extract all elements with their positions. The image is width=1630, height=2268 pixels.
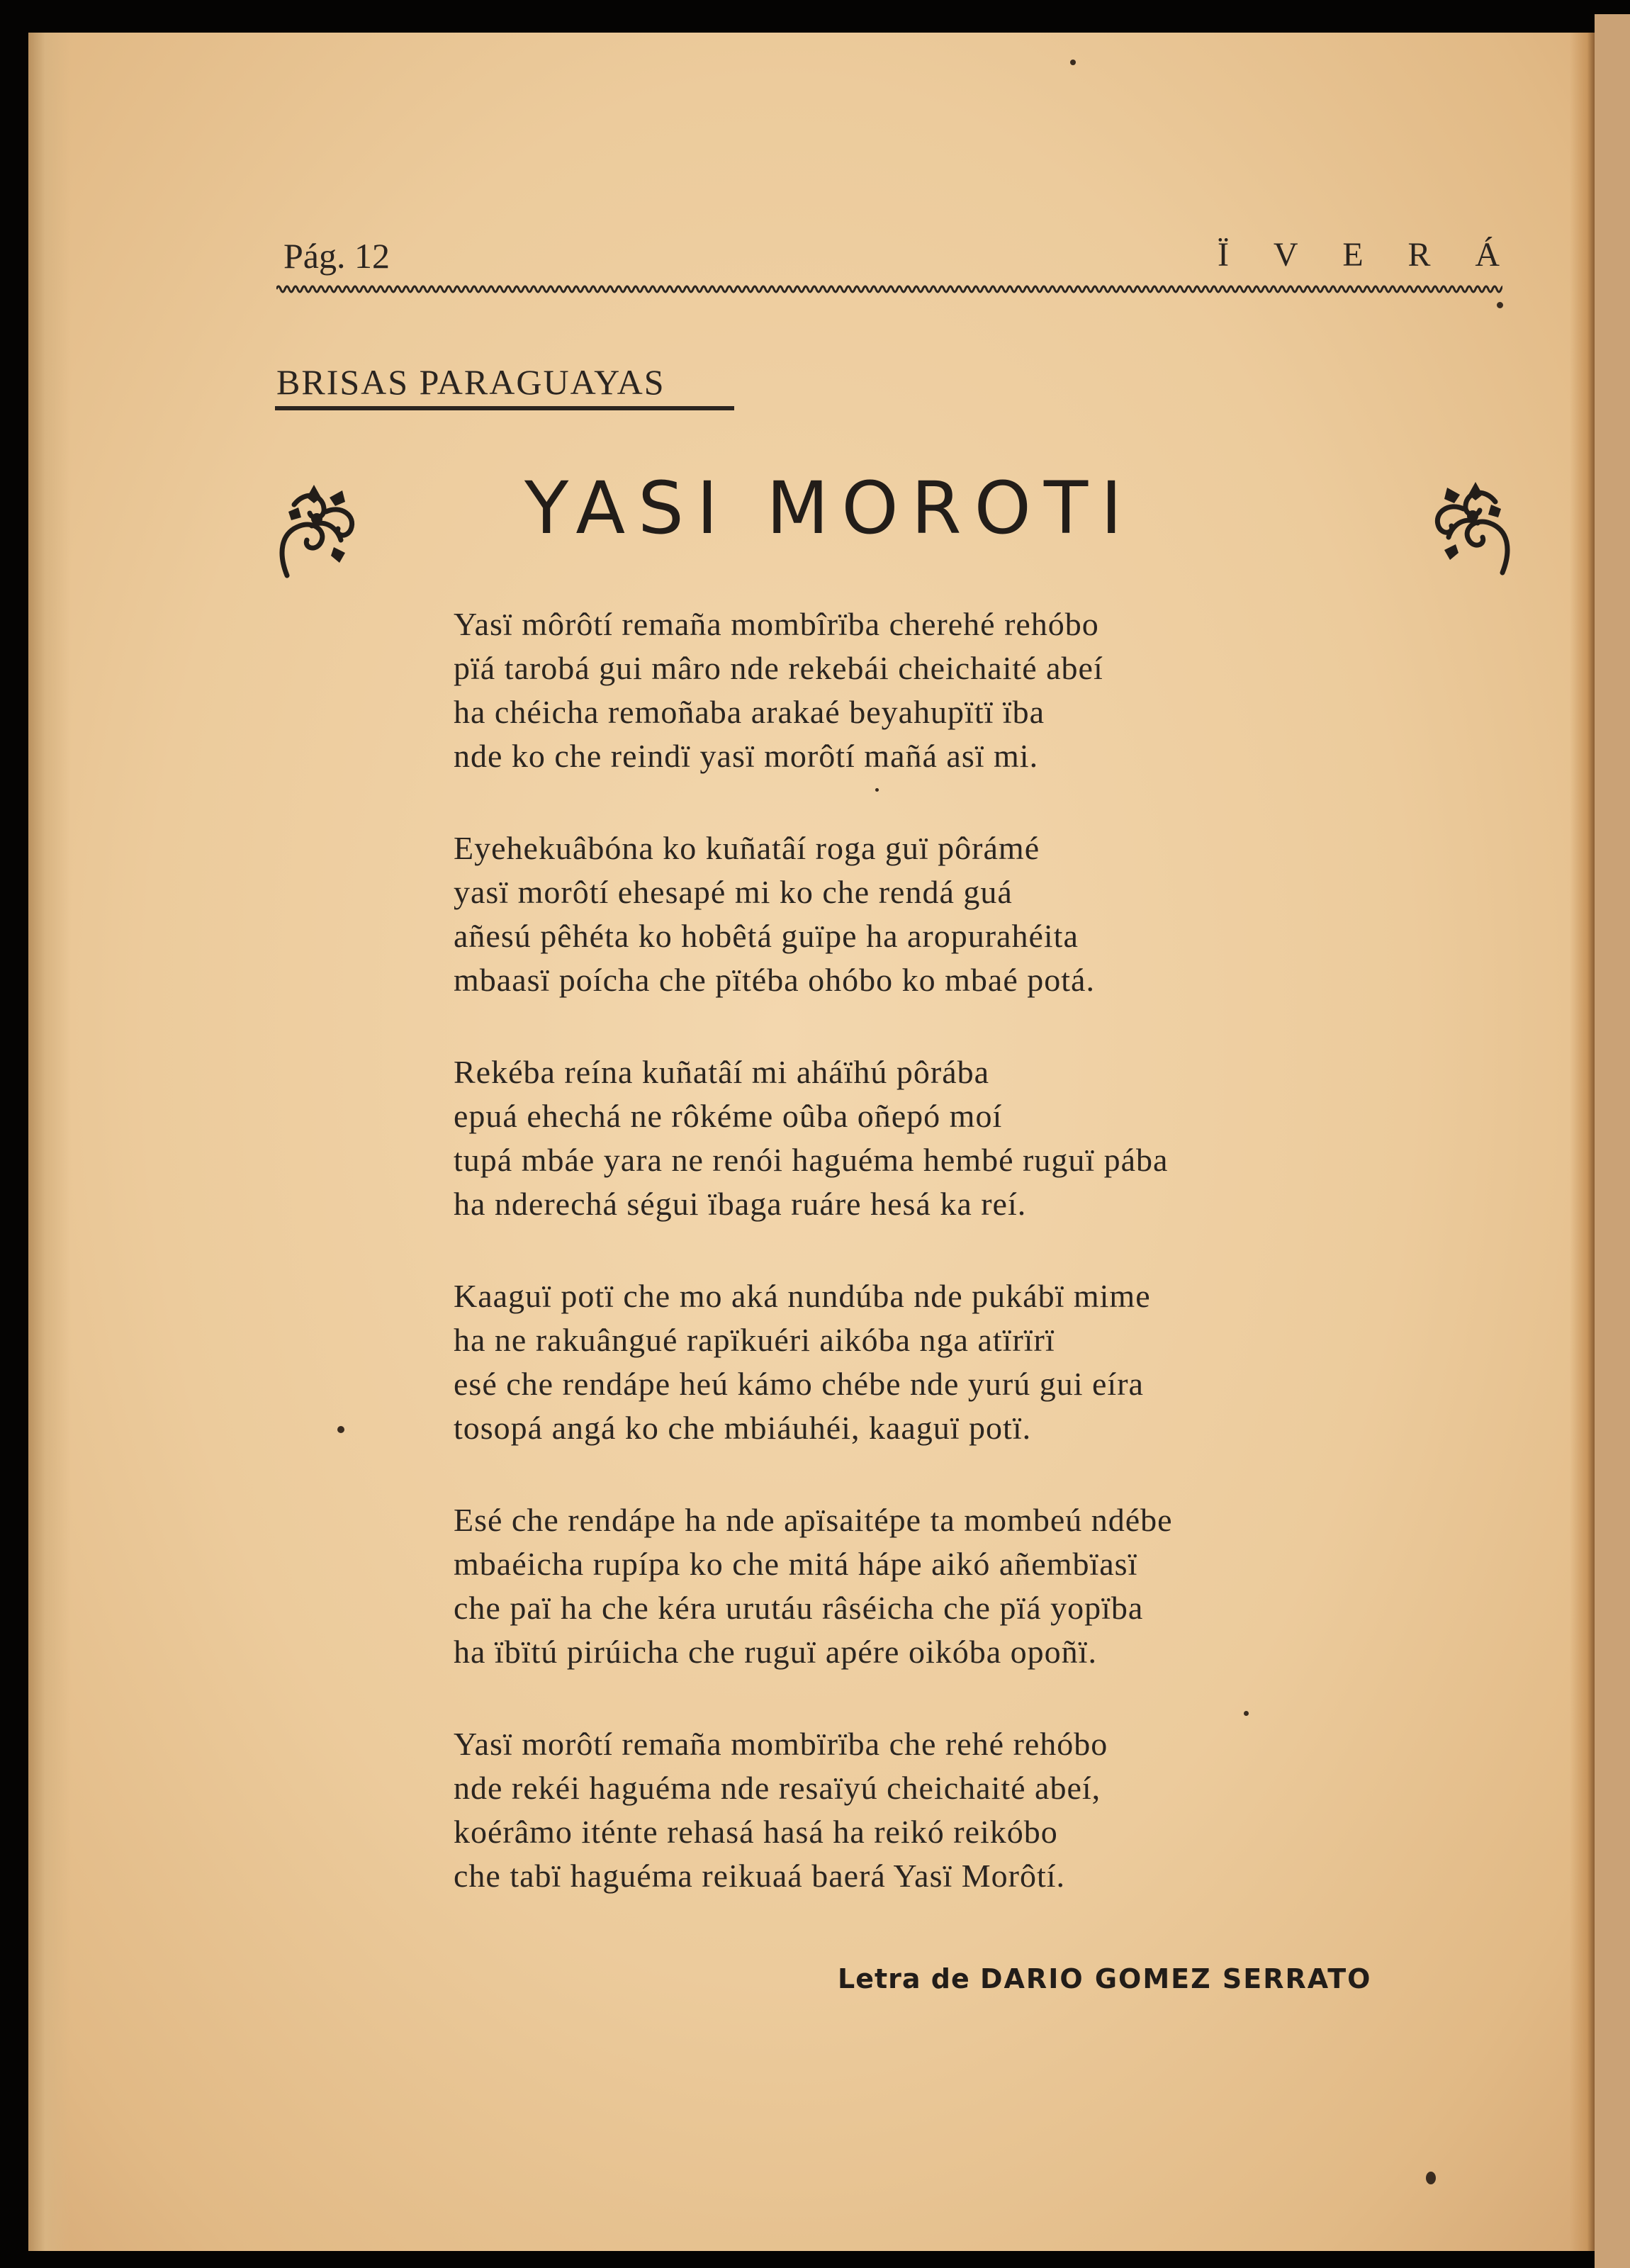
poem-stanza bbox=[454, 826, 1446, 1002]
poem-body bbox=[454, 602, 1446, 1946]
running-head-letter: E bbox=[1342, 236, 1365, 274]
poem-line: che tabï haguéma reikuaá baerá Yasï Morôtí. bbox=[454, 1858, 1066, 1894]
poem-line: Eyehekuâbóna ko kuñatâí roga guï pôrámé bbox=[454, 830, 1040, 866]
poem-line: tupá mbáe yara ne renói haguéma hembé ruguï pába bbox=[454, 1142, 1169, 1178]
poem-line: ha ne rakuângué rapïkuéri aikóba nga atïrïrï bbox=[454, 1322, 1055, 1358]
poem-line: koérâmo iténte rehasá hasá ha reikó reikóbo bbox=[454, 1814, 1058, 1850]
poem-line: che paï ha che kéra urutáu râséicha che pïá yopïba bbox=[454, 1590, 1144, 1626]
poem-stanza bbox=[454, 1050, 1446, 1226]
poem-stanza bbox=[454, 1498, 1446, 1674]
section-heading: BRISAS PARAGUAYAS bbox=[276, 362, 665, 402]
poem-stanza bbox=[454, 602, 1446, 778]
running-head-letter: V bbox=[1273, 236, 1300, 274]
poem-title: YASI MOROTI bbox=[524, 466, 1135, 551]
poem-stanza bbox=[454, 1274, 1446, 1450]
poem-line: mbaéicha rupípa ko che mitá hápe aikó añembïasï bbox=[454, 1546, 1138, 1582]
page-edge-shadow bbox=[1570, 33, 1595, 2251]
paper-speck bbox=[337, 1426, 344, 1433]
paper-speck bbox=[1497, 302, 1503, 308]
poem-line: ha ïbïtú pirúicha che ruguï apére oikóba opoñï. bbox=[454, 1634, 1097, 1670]
poem-line: mbaasï poícha che pïtéba ohóbo ko mbaé potá. bbox=[454, 962, 1095, 998]
poem-stanza bbox=[454, 1722, 1446, 1898]
poem-line: Esé che rendápe ha nde apïsaitépe ta mombeú ndébe bbox=[454, 1502, 1173, 1538]
paper-speck bbox=[1070, 60, 1076, 65]
poem-line: epuá ehechá ne rôkéme oûba oñepó moí bbox=[454, 1098, 1003, 1134]
floral-ornament-icon bbox=[1424, 473, 1517, 580]
paper-speck bbox=[875, 788, 879, 792]
paper-speck bbox=[1244, 1711, 1249, 1716]
author-name: DARIO GOMEZ SERRATO bbox=[979, 1963, 1372, 1994]
poem-line: añesú pêhéta ko hobêtá guïpe ha aropurahéita bbox=[454, 918, 1079, 954]
poem-line: Kaaguï potï che mo aká nundúba nde pukábï mime bbox=[454, 1278, 1151, 1314]
poem-line: esé che rendápe heú kámo chébe nde yurú gui eíra bbox=[454, 1366, 1144, 1402]
page-number: Pág. 12 bbox=[283, 236, 390, 276]
section-heading-underline bbox=[275, 406, 734, 410]
poem-line: Rekéba reína kuñatâí mi aháïhú pôrába bbox=[454, 1054, 990, 1090]
running-head bbox=[1218, 235, 1501, 274]
poem-line: tosopá angá ko che mbiáuhéi, kaaguï potï. bbox=[454, 1410, 1032, 1446]
poem-line: nde ko che reindï yasï morôtí mañá asï mi. bbox=[454, 738, 1039, 774]
author-credit bbox=[838, 1963, 1371, 1994]
poem-line: nde rekéi haguéma nde resaïyú cheichaité abeí, bbox=[454, 1770, 1101, 1806]
page-gutter-shadow bbox=[28, 33, 71, 2251]
poem-line: ha nderechá ségui ïbaga ruáre hesá ka reí. bbox=[454, 1186, 1027, 1222]
floral-ornament-icon bbox=[273, 476, 365, 583]
running-head-letter: Á bbox=[1475, 236, 1501, 274]
wavy-rule-divider bbox=[276, 282, 1502, 296]
poem-line: Yasï môrôtí remaña mombîrïba cherehé rehóbo bbox=[454, 606, 1099, 642]
author-credit-prefix: Letra de bbox=[838, 1963, 970, 1994]
poem-line: pïá tarobá gui mâro nde rekebái cheichaité abeí bbox=[454, 650, 1103, 686]
poem-line: ha chéicha remoñaba arakaé beyahupïtï ïba bbox=[454, 694, 1045, 730]
adjacent-page-edge bbox=[1595, 14, 1630, 2268]
poem-line: Yasï morôtí remaña mombïrïba che rehé rehóbo bbox=[454, 1726, 1108, 1762]
running-head-letter: R bbox=[1407, 236, 1432, 274]
poem-line: yasï morôtí ehesapé mi ko che rendá guá bbox=[454, 874, 1013, 910]
paper-speck bbox=[1426, 2172, 1436, 2184]
running-head-letter: Ï bbox=[1218, 236, 1230, 274]
